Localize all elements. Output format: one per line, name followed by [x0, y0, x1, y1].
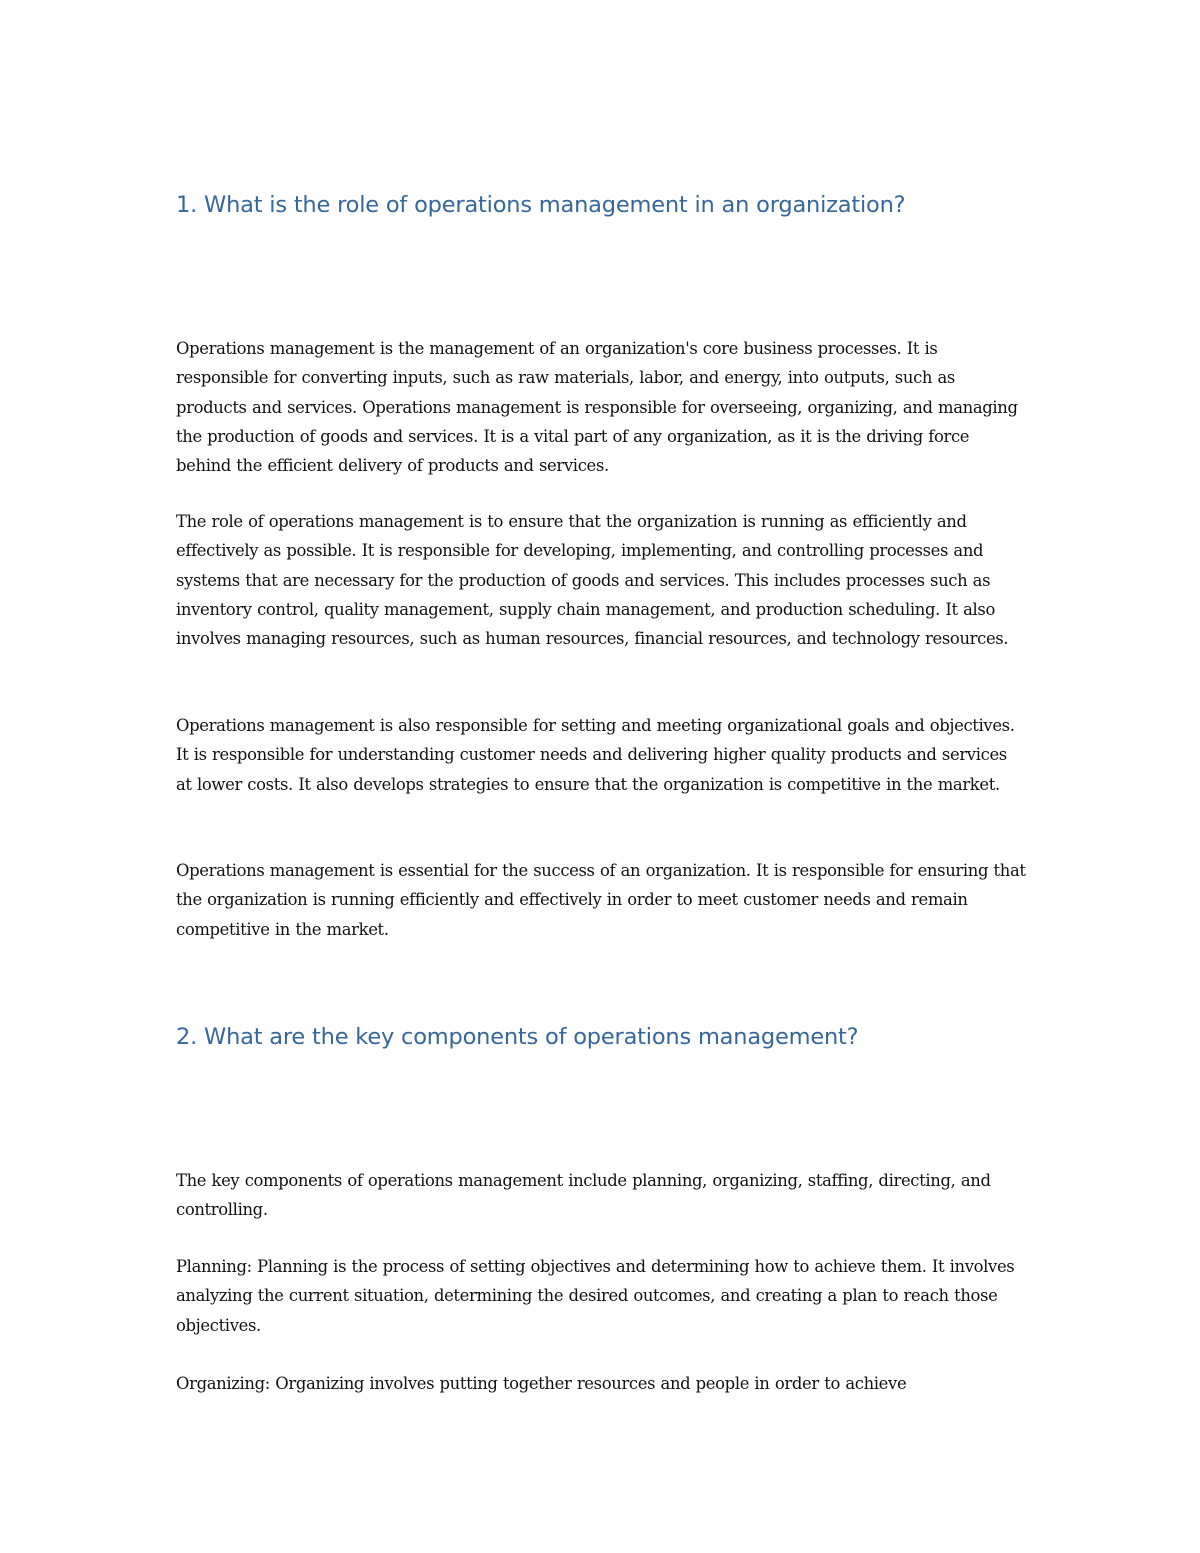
section-1-paragraph-2: The role of operations management is to ensure that the organization is running as efficiently and effectively as possible. It is responsible for developing, implementing, and controlling processes and systems that are necessary for the production of goods and services. This includes processes such as inventory control, quality management, supply chain management, and production scheduling. It also involves managing resources, such as human resources, financial resources, and technology resources.	[176, 512, 1009, 649]
section-1-paragraph-1: Operations management is the management of an organization's core business processes. It is responsible for converting inputs, such as raw materials, labor, and energy, into outputs, such as products and services. Operations management is responsible for overseeing, organizing, and managing the production of goods and services. It is a vital part of any organization, as it is the driving force behind the efficient delivery of products and services.	[176, 339, 1018, 476]
section-2-paragraph-1: The key components of operations management include planning, organizing, staffing, directing, and controlling.	[176, 1171, 991, 1220]
section-2-heading: 2. What are the key components of operations management?	[176, 1024, 859, 1050]
section-1-heading: 1. What is the role of operations management in an organization?	[176, 192, 906, 218]
section-1-paragraph-4: Operations management is essential for the success of an organization. It is responsible for ensuring that the organization is running efficiently and effectively in order to meet customer needs and remain competitive in the market.	[176, 861, 1026, 939]
section-2-paragraph-3: Organizing: Organizing involves putting together resources and people in order to achieve	[176, 1374, 907, 1393]
section-1-paragraph-3: Operations management is also responsible for setting and meeting organizational goals and objectives. It is responsible for understanding customer needs and delivering higher quality products and services at lower costs. It also develops strategies to ensure that the organization is competitive in the market.	[176, 716, 1015, 794]
section-2-paragraph-2: Planning: Planning is the process of setting objectives and determining how to achieve them. It involves analyzing the current situation, determining the desired outcomes, and creating a plan to reach those objectives.	[176, 1257, 1015, 1335]
